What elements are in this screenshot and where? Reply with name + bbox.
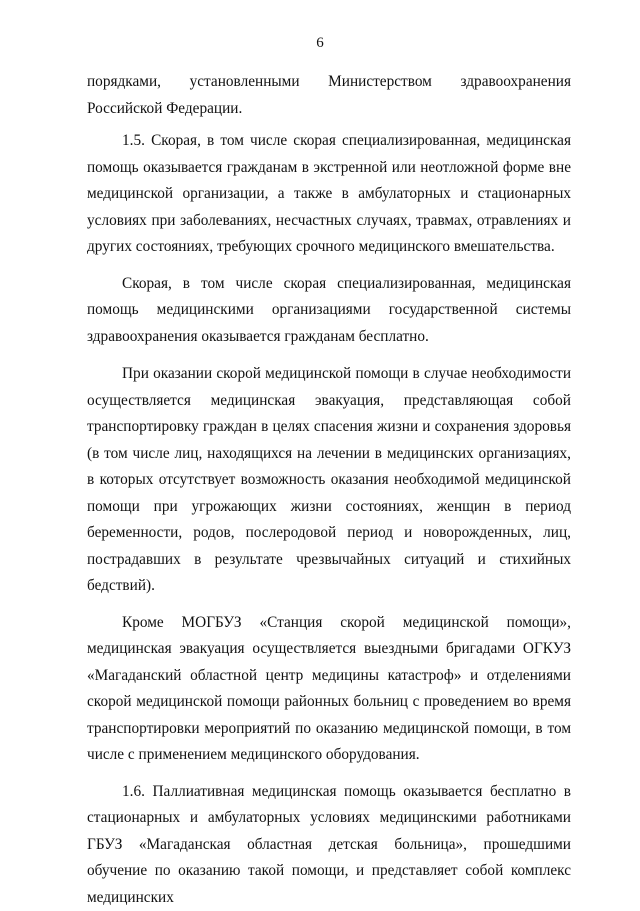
paragraph-section-1-5: 1.5. Скорая, в том числе скорая специализированная, медицинская помощь оказывается гражданам в экстренной или неотложной форме вне медицинской организации, а также в амбулаторных и стационарных условиях при заболеваниях, несчастных случаях, травмах, отравлениях и других состояниях, требующих срочного медицинского вмешательства.	[87, 128, 571, 261]
paragraph-medical-evacuation: При оказании скорой медицинской помощи в случае необходимости осуществляется медицинская эвакуация, представляющая собой транспортировку граждан в целях спасения жизни и сохранения здоровья (в том числе лиц, находящихся на лечении в медицинских организациях, в которых отсутствует возможность оказания необходимой медицинской помощи при угрожающих жизни состояниях, женщин в период беременности, родов, послеродовой период и новорожденных, лиц, пострадавших в результате чрезвычайных ситуаций и стихийных бедствий).	[87, 361, 571, 600]
paragraph-continuation: порядками, установленными Министерством здравоохранения Российской Федерации.	[87, 69, 571, 122]
document-body	[87, 69, 571, 911]
page-number: 6	[0, 34, 640, 52]
paragraph-evacuation-teams: Кроме МОГБУЗ «Станция скорой медицинской помощи», медицинская эвакуация осуществляется выездными бригадами ОГКУЗ «Магаданский областной центр медицины катастроф» и отделениями скорой медицинской помощи районных больниц с проведением во время транспортировки мероприятий по оказанию медицинской помощи, в том числе с применением медицинского оборудования.	[87, 610, 571, 769]
paragraph-section-1-6: 1.6. Паллиативная медицинская помощь оказывается бесплатно в стационарных и амбулаторных условиях медицинскими работниками ГБУЗ «Магаданская областная детская больница», прошедшими обучение по оказанию такой помощи, и представляет собой комплекс медицинских	[87, 779, 571, 911]
paragraph-free-ambulance: Скорая, в том числе скорая специализированная, медицинская помощь медицинскими организациями государственной системы здравоохранения оказывается гражданам бесплатно.	[87, 271, 571, 351]
